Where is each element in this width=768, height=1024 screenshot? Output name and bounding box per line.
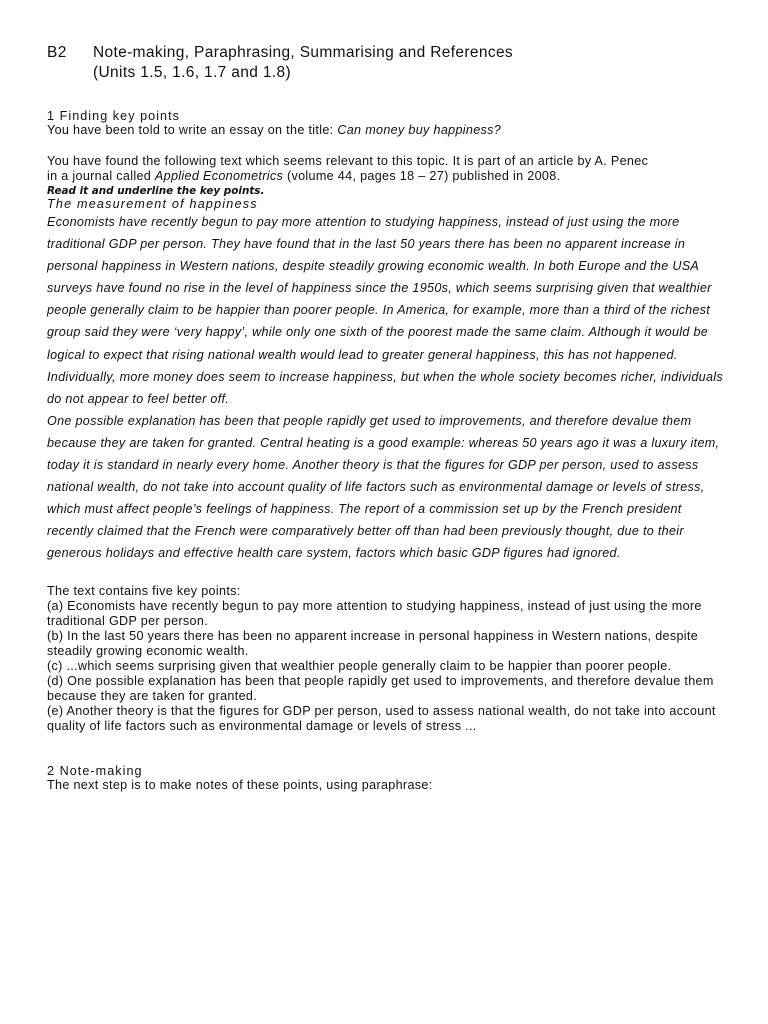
essay-intro-text: You have been told to write an essay on the title: — [47, 123, 338, 137]
key-point-a: (a) Economists have recently begun to pay more attention to studying happiness, instead of just using the more traditional GDP per person. — [47, 598, 702, 628]
source-line-2 — [47, 169, 723, 184]
key-point-e: (e) Another theory is that the figures for GDP per person, used to assess national wealth, do not take into account quality of life factors such as environmental damage or levels of stress ... — [47, 703, 716, 733]
journal-name: Applied Econometrics — [154, 169, 284, 183]
source-suffix: (volume 44, pages 18 – 27) published in 2008. — [283, 169, 561, 183]
key-points-intro: The text contains five key points: — [47, 583, 241, 598]
key-point-c: (c) ...which seems surprising given that wealthier people generally claim to be happier than poorer people. — [47, 658, 672, 673]
key-point-b: (b) In the last 50 years there has been no apparent increase in personal happiness in Western nations, despite steadily growing economic wealth. — [47, 628, 699, 658]
essay-title-line — [47, 123, 723, 138]
units-subtitle: (Units 1.5, 1.6, 1.7 and 1.8) — [93, 64, 291, 81]
page-title: Note-making, Paraphrasing, Summarising and References — [93, 44, 514, 61]
section-1-heading: 1 Finding key points — [47, 109, 181, 123]
source-line-1: You have found the following text which seems relevant to this topic. It is part of an article by A. Penec — [47, 154, 649, 168]
essay-title: Can money buy happiness? — [337, 123, 502, 137]
worksheet-body — [47, 109, 723, 793]
instruction-text: Read it and underline the key points. — [47, 185, 265, 197]
unit-code: B2 — [47, 44, 67, 61]
section-2-intro: The next step is to make notes of these points, using paraphrase: — [47, 777, 433, 792]
article-paragraph-1: Economists have recently begun to pay more attention to studying happiness, instead of just using the more traditional GDP per person. They have found that in the last 50 years there has been no apparent increase in personal happiness in Western nations, despite steadily growing economic wealth. In both Europe and the USA surveys have found no rise in the level of happiness since the 1950s, which seems surprising given that wealthier people generally claim to be happier than poorer people. In America, for example, more than a third of the richest group said they were ‘very happy’, while only one sixth of the poorest made the same claim. Although it would be logical to expect that rising national wealth would lead to greater general happiness, this has not happened. Individually, more money does seem to increase happiness, but when the whole society becomes richer, individuals do not appear to feel better off. — [47, 215, 723, 406]
article-title: The measurement of happiness — [47, 197, 258, 211]
source-prefix: in a journal called — [47, 169, 155, 183]
section-2-heading: 2 Note-making — [47, 763, 143, 778]
key-point-d: (d) One possible explanation has been that people rapidly get used to improvements, and therefore devalue them because they are taken for granted. — [47, 673, 714, 703]
article-paragraph-2: One possible explanation has been that people rapidly get used to improvements, and therefore devalue them because they are taken for granted. Central heating is a good example: whereas 50 years ago it was a luxury item, today it is standard in nearly every home. Another theory is that the figures for GDP per person, used to assess national wealth, do not take into account quality of life factors such as environmental damage or levels of stress, which must affect people’s feelings of happiness. The report of a commission set up by the French president recently claimed that the French were comparatively better off than had been previously thought, due to their generous holidays and effective health care system, factors which basic GDP figures had ignored. — [47, 413, 720, 561]
